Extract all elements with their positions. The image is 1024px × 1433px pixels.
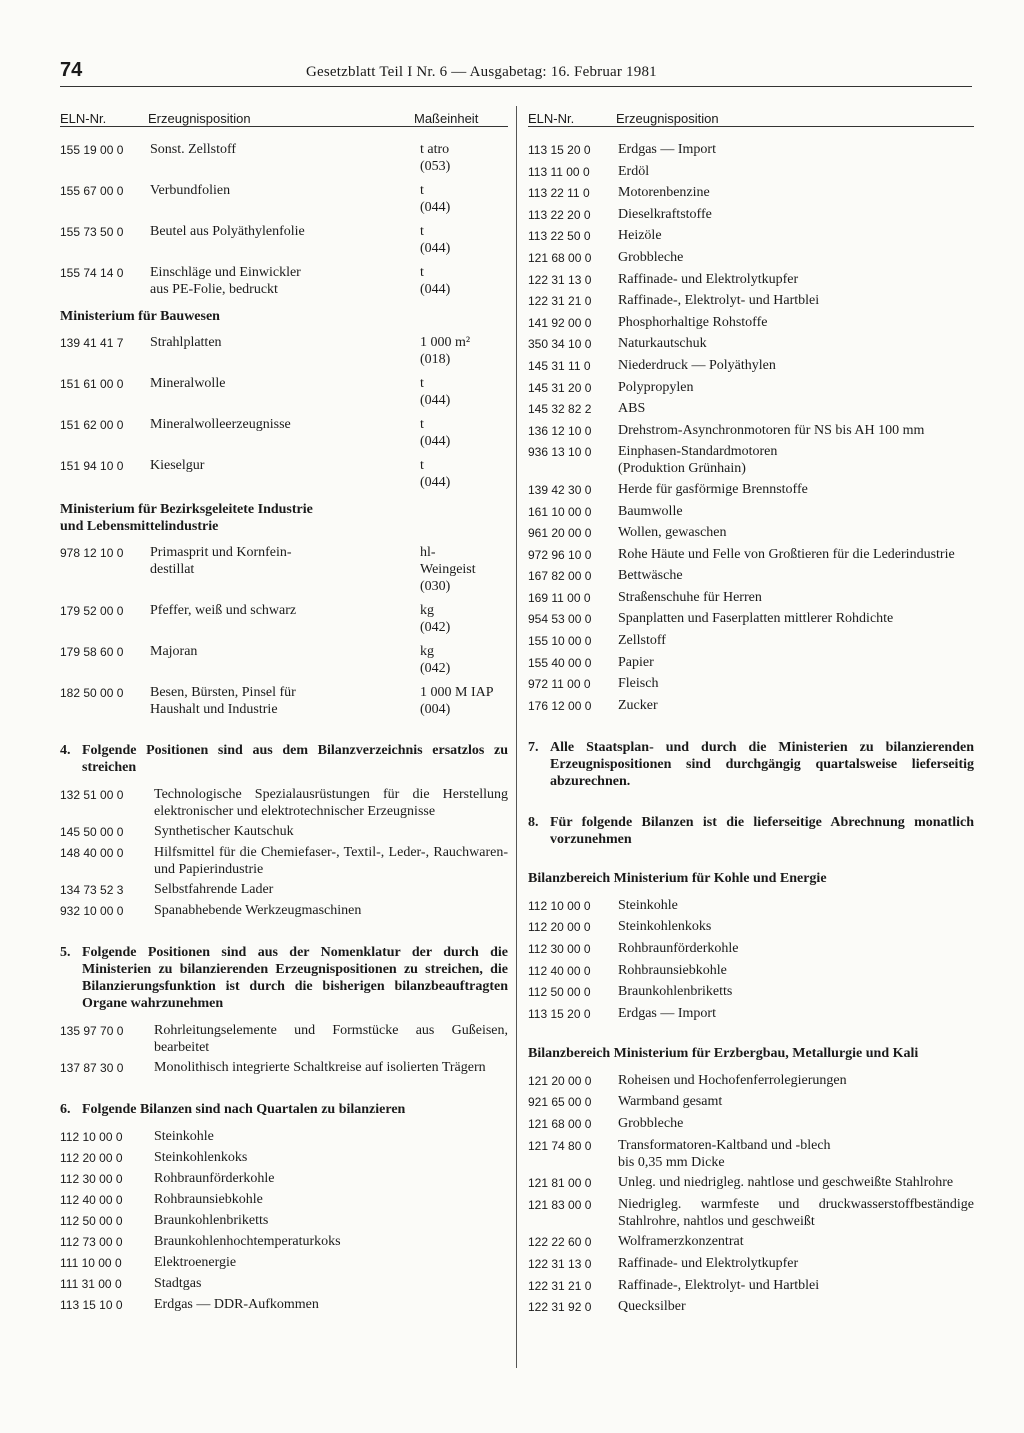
list-item xyxy=(528,335,974,353)
list-item xyxy=(60,416,508,450)
product-name: Steinkohle xyxy=(618,897,678,913)
eln-number: 112 50 00 0 xyxy=(528,985,591,1000)
product-name: Verbundfolien xyxy=(150,183,231,198)
section-8-number: 8. xyxy=(528,814,539,830)
eln-number: 961 20 00 0 xyxy=(528,526,592,541)
product-name: Grobbleche xyxy=(618,249,684,265)
list-item xyxy=(60,602,508,636)
eln-number: 132 51 00 0 xyxy=(60,788,124,802)
list-item xyxy=(528,1255,974,1273)
eln-number: 112 73 00 0 xyxy=(60,1235,123,1249)
eln-number: 936 13 10 0 xyxy=(528,445,592,460)
list-item xyxy=(60,1296,508,1314)
column-divider xyxy=(516,106,517,1368)
eln-number: 121 68 00 0 xyxy=(528,1117,592,1131)
product-name: Steinkohle xyxy=(154,1129,214,1144)
product-name: Raffinade- und Elektrolytkupfer xyxy=(618,271,799,287)
eln-number: 161 10 00 0 xyxy=(528,504,592,519)
product-list-bauwesen xyxy=(60,334,508,491)
eln-number: 921 65 00 0 xyxy=(528,1095,592,1110)
section-7 xyxy=(528,739,974,790)
eln-number: 111 10 00 0 xyxy=(60,1256,122,1270)
list-item xyxy=(60,823,508,841)
list-item xyxy=(528,897,974,915)
product-name: Herde für gasförmige Brennstoffe xyxy=(618,481,808,497)
section-6-number: 6. xyxy=(60,1102,71,1117)
product-name: Sonst. Zellstoff xyxy=(150,142,237,157)
eln-number: 113 11 00 0 xyxy=(528,164,590,179)
product-name: Dieselkraftstoffe xyxy=(618,206,712,222)
eln-number: 122 31 92 0 xyxy=(528,1300,592,1315)
product-name: Rohbraunsiebkohle xyxy=(618,962,727,978)
list-item xyxy=(528,314,974,332)
product-name: Wollen, gewaschen xyxy=(618,525,727,541)
product-name: ABS xyxy=(618,401,646,417)
list-item xyxy=(528,697,974,715)
list-item xyxy=(528,379,974,397)
eln-number: 113 15 10 0 xyxy=(60,1298,123,1312)
unit-of-measure: t (044) xyxy=(420,265,451,297)
list-item xyxy=(60,1059,508,1077)
product-name: Transformatoren-Kaltband und -blech bis 0,35 mm Dicke xyxy=(618,1137,831,1170)
product-name: Kieselgur xyxy=(150,458,205,473)
eln-number: 112 40 00 0 xyxy=(528,963,591,978)
list-item xyxy=(60,1022,508,1056)
eln-header: ELN-Nr. xyxy=(528,111,575,126)
eln-number: 111 31 00 0 xyxy=(60,1277,122,1291)
product-name: Baumwolle xyxy=(618,503,683,519)
eln-number: 112 10 00 0 xyxy=(60,1130,123,1144)
product-name: Erdgas — Import xyxy=(618,142,716,157)
list-item xyxy=(60,375,508,409)
eln-number: 176 12 00 0 xyxy=(528,698,592,713)
product-name: Rohrleitungselemente und Formstücke aus Gußeisen, bearbeitet xyxy=(154,1023,508,1055)
product-name: Braunkohlenbriketts xyxy=(154,1213,269,1228)
product-name: Bettwäsche xyxy=(618,568,683,584)
list-item xyxy=(60,1275,508,1293)
unit-of-measure: t (044) xyxy=(420,224,451,256)
list-item xyxy=(528,357,974,375)
product-name: Braunkohlenbriketts xyxy=(618,984,733,1000)
product-name: Niedrigleg. warmfeste und druckwasserstoffbeständige Stahlrohre, nahtlos und geschweißt xyxy=(618,1196,974,1229)
eln-number: 155 40 00 0 xyxy=(528,655,592,670)
list-item xyxy=(528,163,974,181)
list-item xyxy=(528,443,974,477)
product-name: Zellstoff xyxy=(618,633,666,649)
product-name: Spanplatten und Faserplatten mittlerer Rohdichte xyxy=(618,611,894,627)
list-item xyxy=(60,881,508,899)
unit-of-measure: 1 000 M IAP (004) xyxy=(420,685,494,717)
unit-of-measure: t (044) xyxy=(420,458,451,490)
unit-header: Maßeinheit xyxy=(414,111,479,126)
eln-number: 169 11 00 0 xyxy=(528,590,591,605)
list-item xyxy=(528,1137,974,1171)
product-name: Raffinade-, Elektrolyt- und Hartblei xyxy=(618,1277,820,1293)
list-item xyxy=(60,1191,508,1209)
list-item xyxy=(60,684,508,718)
product-name: Grobbleche xyxy=(618,1116,684,1131)
eln-number: 121 83 00 0 xyxy=(528,1197,592,1212)
eln-number: 954 53 00 0 xyxy=(528,612,592,627)
product-name: Erdgas — Import xyxy=(618,1005,716,1021)
heading-bauwesen: Ministerium für Bauwesen xyxy=(60,309,220,324)
product-name: Strahlplatten xyxy=(150,335,222,350)
list-item xyxy=(60,786,508,820)
eln-number: 155 73 50 0 xyxy=(60,225,124,239)
list-item xyxy=(528,1174,974,1192)
list-item xyxy=(60,1128,508,1146)
list-item xyxy=(60,457,508,491)
section-4-text: Folgende Positionen sind aus dem Bilanzverzeichnis ersatzlos zu streichen xyxy=(82,743,508,775)
product-name: Fleisch xyxy=(618,676,659,692)
eln-number: 932 10 00 0 xyxy=(60,904,124,918)
page-header xyxy=(60,59,972,87)
section-5 xyxy=(60,944,508,1012)
list-item xyxy=(528,918,974,936)
list-item xyxy=(528,1115,974,1133)
eln-number: 151 94 10 0 xyxy=(60,459,124,473)
left-table-header xyxy=(60,106,508,127)
eln-number: 136 12 10 0 xyxy=(528,423,592,438)
section-7-number: 7. xyxy=(528,739,539,755)
eln-number: 122 22 60 0 xyxy=(528,1235,592,1250)
position-header: Erzeugnisposition xyxy=(148,111,251,126)
unit-of-measure: kg (042) xyxy=(420,603,451,635)
list-item xyxy=(60,182,508,216)
heading-bezirksindustrie: Ministerium für Bezirksgeleitete Industrie und Lebensmittelindustrie xyxy=(60,502,313,534)
eln-number: 113 15 20 0 xyxy=(528,1006,591,1021)
product-name: Unleg. und niedrigleg. nahtlose und geschweißte Stahlrohre xyxy=(618,1175,954,1191)
section-8-text: Für folgende Bilanzen ist die lieferseitige Abrechnung monatlich vorzunehmen xyxy=(550,814,974,847)
list-item xyxy=(60,264,508,298)
eln-number: 112 30 00 0 xyxy=(528,942,591,957)
list-item xyxy=(528,206,974,224)
list-item xyxy=(528,422,974,440)
eln-number: 155 19 00 0 xyxy=(60,143,124,157)
unit-of-measure: t (044) xyxy=(420,417,451,449)
product-name: Mineralwolleerzeugnisse xyxy=(150,417,291,432)
product-name: Steinkohlenkoks xyxy=(618,919,712,935)
list-item xyxy=(528,1072,974,1090)
list-item xyxy=(528,481,974,499)
eln-number: 113 22 50 0 xyxy=(528,229,591,244)
product-name: Primasprit und Kornfein- destillat xyxy=(150,545,292,577)
eln-number: 112 50 00 0 xyxy=(60,1214,123,1228)
section-6-list xyxy=(60,1128,508,1314)
eln-number: 155 74 14 0 xyxy=(60,266,124,280)
eln-number: 112 10 00 0 xyxy=(528,898,591,913)
unit-of-measure: hl- Weingeist (030) xyxy=(420,545,476,594)
product-name: Papier xyxy=(618,654,654,670)
eln-number: 112 20 00 0 xyxy=(528,920,591,935)
product-name: Stadtgas xyxy=(154,1276,202,1291)
product-name: Erdöl xyxy=(618,163,650,179)
list-item xyxy=(528,675,974,693)
eln-number: 148 40 00 0 xyxy=(60,846,124,860)
list-item xyxy=(528,983,974,1001)
eln-number: 182 50 00 0 xyxy=(60,686,124,700)
right-column xyxy=(528,106,974,1320)
list-item xyxy=(528,940,974,958)
eln-number: 113 22 20 0 xyxy=(528,207,591,222)
subheading-kohle-energie: Bilanzbereich Ministerium für Kohle und Energie xyxy=(528,870,827,886)
list-item xyxy=(528,1277,974,1295)
subheading-erzbergbau: Bilanzbereich Ministerium für Erzbergbau, Metallurgie und Kali xyxy=(528,1045,919,1061)
eln-number: 113 15 20 0 xyxy=(528,143,591,157)
eln-number: 155 67 00 0 xyxy=(60,184,124,198)
eln-number: 135 97 70 0 xyxy=(60,1024,124,1038)
left-column xyxy=(60,106,508,1317)
product-list-right xyxy=(528,141,974,715)
eln-number: 151 62 00 0 xyxy=(60,418,124,432)
list-item xyxy=(528,1093,974,1111)
product-name: Raffinade-, Elektrolyt- und Hartblei xyxy=(618,293,820,309)
eln-number: 145 31 20 0 xyxy=(528,380,592,395)
product-name: Quecksilber xyxy=(618,1299,686,1315)
list-item xyxy=(528,292,974,310)
product-name: Mineralwolle xyxy=(150,376,226,391)
product-name: Braunkohlenhochtemperaturkoks xyxy=(154,1234,341,1249)
section-5-number: 5. xyxy=(60,945,71,960)
list-item xyxy=(528,1233,974,1251)
product-name: Raffinade- und Elektrolytkupfer xyxy=(618,1255,799,1271)
list-item xyxy=(60,544,508,595)
eln-number: 112 20 00 0 xyxy=(60,1151,123,1165)
list-item xyxy=(60,643,508,677)
product-name: Rohbraunförderkohle xyxy=(154,1171,275,1186)
list-item xyxy=(60,223,508,257)
section-4-number: 4. xyxy=(60,743,71,758)
list-item xyxy=(528,567,974,585)
product-name: Rohbraunsiebkohle xyxy=(154,1192,263,1207)
list-item xyxy=(528,962,974,980)
section-4-list xyxy=(60,786,508,920)
eln-number: 121 68 00 0 xyxy=(528,250,592,265)
product-name: Erdgas — DDR-Aufkommen xyxy=(154,1297,319,1312)
list-item xyxy=(528,546,974,564)
section-5-text: Folgende Positionen sind aus der Nomenklatur der durch die Ministerien zu bilanzierenden Erzeugnispositionen zu streichen, die Bilanzierungsfunktion ist durch die bisherigen bilanzbeauftragten Organe wahrzunehmen xyxy=(82,945,508,1011)
page-number: 74 xyxy=(60,59,83,81)
list-item xyxy=(528,524,974,542)
eln-number: 122 31 21 0 xyxy=(528,294,592,309)
list-item xyxy=(528,227,974,245)
product-name: Warmband gesamt xyxy=(618,1094,723,1110)
kohle-energie-list xyxy=(528,897,974,1023)
product-name: Motorenbenzine xyxy=(618,185,710,201)
eln-number: 121 20 00 0 xyxy=(528,1073,592,1088)
section-7-text: Alle Staatsplan- und durch die Ministerien zu bilanzierenden Erzeugnispositionen sind durchgängig quartalsweise lieferseitig abzurechnen. xyxy=(550,739,974,789)
product-name: Polypropylen xyxy=(618,379,694,395)
list-item xyxy=(60,844,508,878)
right-table-header xyxy=(528,106,974,127)
product-name: Monolithisch integrierte Schaltkreise auf isolierten Trägern xyxy=(154,1060,486,1075)
eln-number: 972 96 10 0 xyxy=(528,547,592,562)
eln-number: 151 61 00 0 xyxy=(60,377,124,391)
unit-of-measure: 1 000 m² (018) xyxy=(420,335,471,367)
erzbergbau-list xyxy=(528,1072,974,1316)
list-item xyxy=(60,1212,508,1230)
eln-number: 122 31 13 0 xyxy=(528,272,592,287)
eln-number: 112 40 00 0 xyxy=(60,1193,123,1207)
header-title: Gesetzblatt Teil I Nr. 6 — Ausgabetag: 16. Februar 1981 xyxy=(306,64,657,80)
product-name: Hilfsmittel für die Chemiefaser-, Textil-, Leder-, Rauchwaren- und Papierindustrie xyxy=(154,845,508,877)
product-name: Synthetischer Kautschuk xyxy=(154,824,294,839)
unit-of-measure: t (044) xyxy=(420,183,451,215)
eln-number: 145 32 82 2 xyxy=(528,402,592,417)
eln-number: 121 81 00 0 xyxy=(528,1176,592,1191)
eln-number: 167 82 00 0 xyxy=(528,569,592,584)
eln-number: 122 31 21 0 xyxy=(528,1278,592,1293)
eln-number: 972 11 00 0 xyxy=(528,677,591,692)
product-name: Majoran xyxy=(150,644,198,659)
list-item xyxy=(528,589,974,607)
list-item xyxy=(60,141,508,175)
eln-number: 350 34 10 0 xyxy=(528,337,592,352)
list-item xyxy=(528,141,974,159)
eln-number: 155 10 00 0 xyxy=(528,634,592,649)
eln-header: ELN-Nr. xyxy=(60,111,107,126)
section-6 xyxy=(60,1101,508,1118)
list-item xyxy=(528,1196,974,1230)
eln-number: 113 22 11 0 xyxy=(528,186,590,201)
product-name: Phosphorhaltige Rohstoffe xyxy=(618,314,768,330)
list-item xyxy=(60,1233,508,1251)
eln-number: 145 50 00 0 xyxy=(60,825,124,839)
list-item xyxy=(528,1005,974,1023)
product-name: Elektroenergie xyxy=(154,1255,237,1270)
product-name: Einphasen-Standardmotoren (Produktion Grünhain) xyxy=(618,444,778,477)
list-item xyxy=(528,610,974,628)
eln-number: 112 30 00 0 xyxy=(60,1172,123,1186)
product-list-bezirksindustrie xyxy=(60,544,508,718)
product-name: Wolframerzkonzentrat xyxy=(618,1234,744,1250)
eln-number: 139 42 30 0 xyxy=(528,482,592,497)
eln-number: 137 87 30 0 xyxy=(60,1061,124,1075)
eln-number: 122 31 13 0 xyxy=(528,1256,592,1271)
product-name: Beutel aus Polyäthylenfolie xyxy=(150,224,305,239)
list-item xyxy=(528,271,974,289)
section-8 xyxy=(528,814,974,848)
section-5-list xyxy=(60,1022,508,1077)
position-header: Erzeugnisposition xyxy=(616,111,719,126)
product-name: Spanabhebende Werkzeugmaschinen xyxy=(154,903,362,918)
product-name: Technologische Spezialausrüstungen für die Herstellung elektronischer und elektrotechnischer Erzeugnisse xyxy=(154,787,508,819)
eln-number: 978 12 10 0 xyxy=(60,546,124,560)
product-name: Rohbraunförderkohle xyxy=(618,941,739,957)
unit-of-measure: t (044) xyxy=(420,376,451,408)
list-item xyxy=(528,249,974,267)
eln-number: 121 74 80 0 xyxy=(528,1138,592,1153)
product-name: Drehstrom-Asynchronmotoren für NS bis AH 100 mm xyxy=(618,422,925,438)
list-item xyxy=(528,632,974,650)
product-name: Niederdruck — Polyäthylen xyxy=(618,357,776,373)
product-list-zellstoff xyxy=(60,141,508,298)
product-name: Selbstfahrende Lader xyxy=(154,882,274,897)
eln-number: 179 52 00 0 xyxy=(60,604,124,618)
list-item xyxy=(60,1170,508,1188)
product-name: Roheisen und Hochofenferrolegierungen xyxy=(618,1072,847,1088)
unit-of-measure: kg (042) xyxy=(420,644,451,676)
list-item xyxy=(528,503,974,521)
eln-number: 134 73 52 3 xyxy=(60,883,124,897)
list-item xyxy=(60,902,508,920)
product-name: Rohe Häute und Felle von Großtieren für die Lederindustrie xyxy=(618,546,955,562)
unit-of-measure: t atro (053) xyxy=(420,142,451,174)
section-4 xyxy=(60,742,508,776)
list-item xyxy=(528,1298,974,1316)
product-name: Besen, Bürsten, Pinsel für Haushalt und Industrie xyxy=(150,685,296,717)
product-name: Straßenschuhe für Herren xyxy=(618,589,762,605)
product-name: Pfeffer, weiß und schwarz xyxy=(150,603,297,618)
list-item xyxy=(528,184,974,202)
section-6-text: Folgende Bilanzen sind nach Quartalen zu bilanzieren xyxy=(82,1102,406,1117)
eln-number: 139 41 41 7 xyxy=(60,336,124,350)
list-item xyxy=(528,654,974,672)
list-item xyxy=(60,334,508,368)
product-name: Heizöle xyxy=(618,228,662,244)
product-name: Einschläge und Einwickler aus PE-Folie, bedruckt xyxy=(150,265,301,297)
eln-number: 141 92 00 0 xyxy=(528,315,592,330)
product-name: Zucker xyxy=(618,697,658,713)
product-name: Naturkautschuk xyxy=(618,336,707,352)
list-item xyxy=(528,400,974,418)
product-name: Steinkohlenkoks xyxy=(154,1150,248,1165)
eln-number: 179 58 60 0 xyxy=(60,645,124,659)
eln-number: 145 31 11 0 xyxy=(528,358,591,373)
list-item xyxy=(60,1149,508,1167)
list-item xyxy=(60,1254,508,1272)
